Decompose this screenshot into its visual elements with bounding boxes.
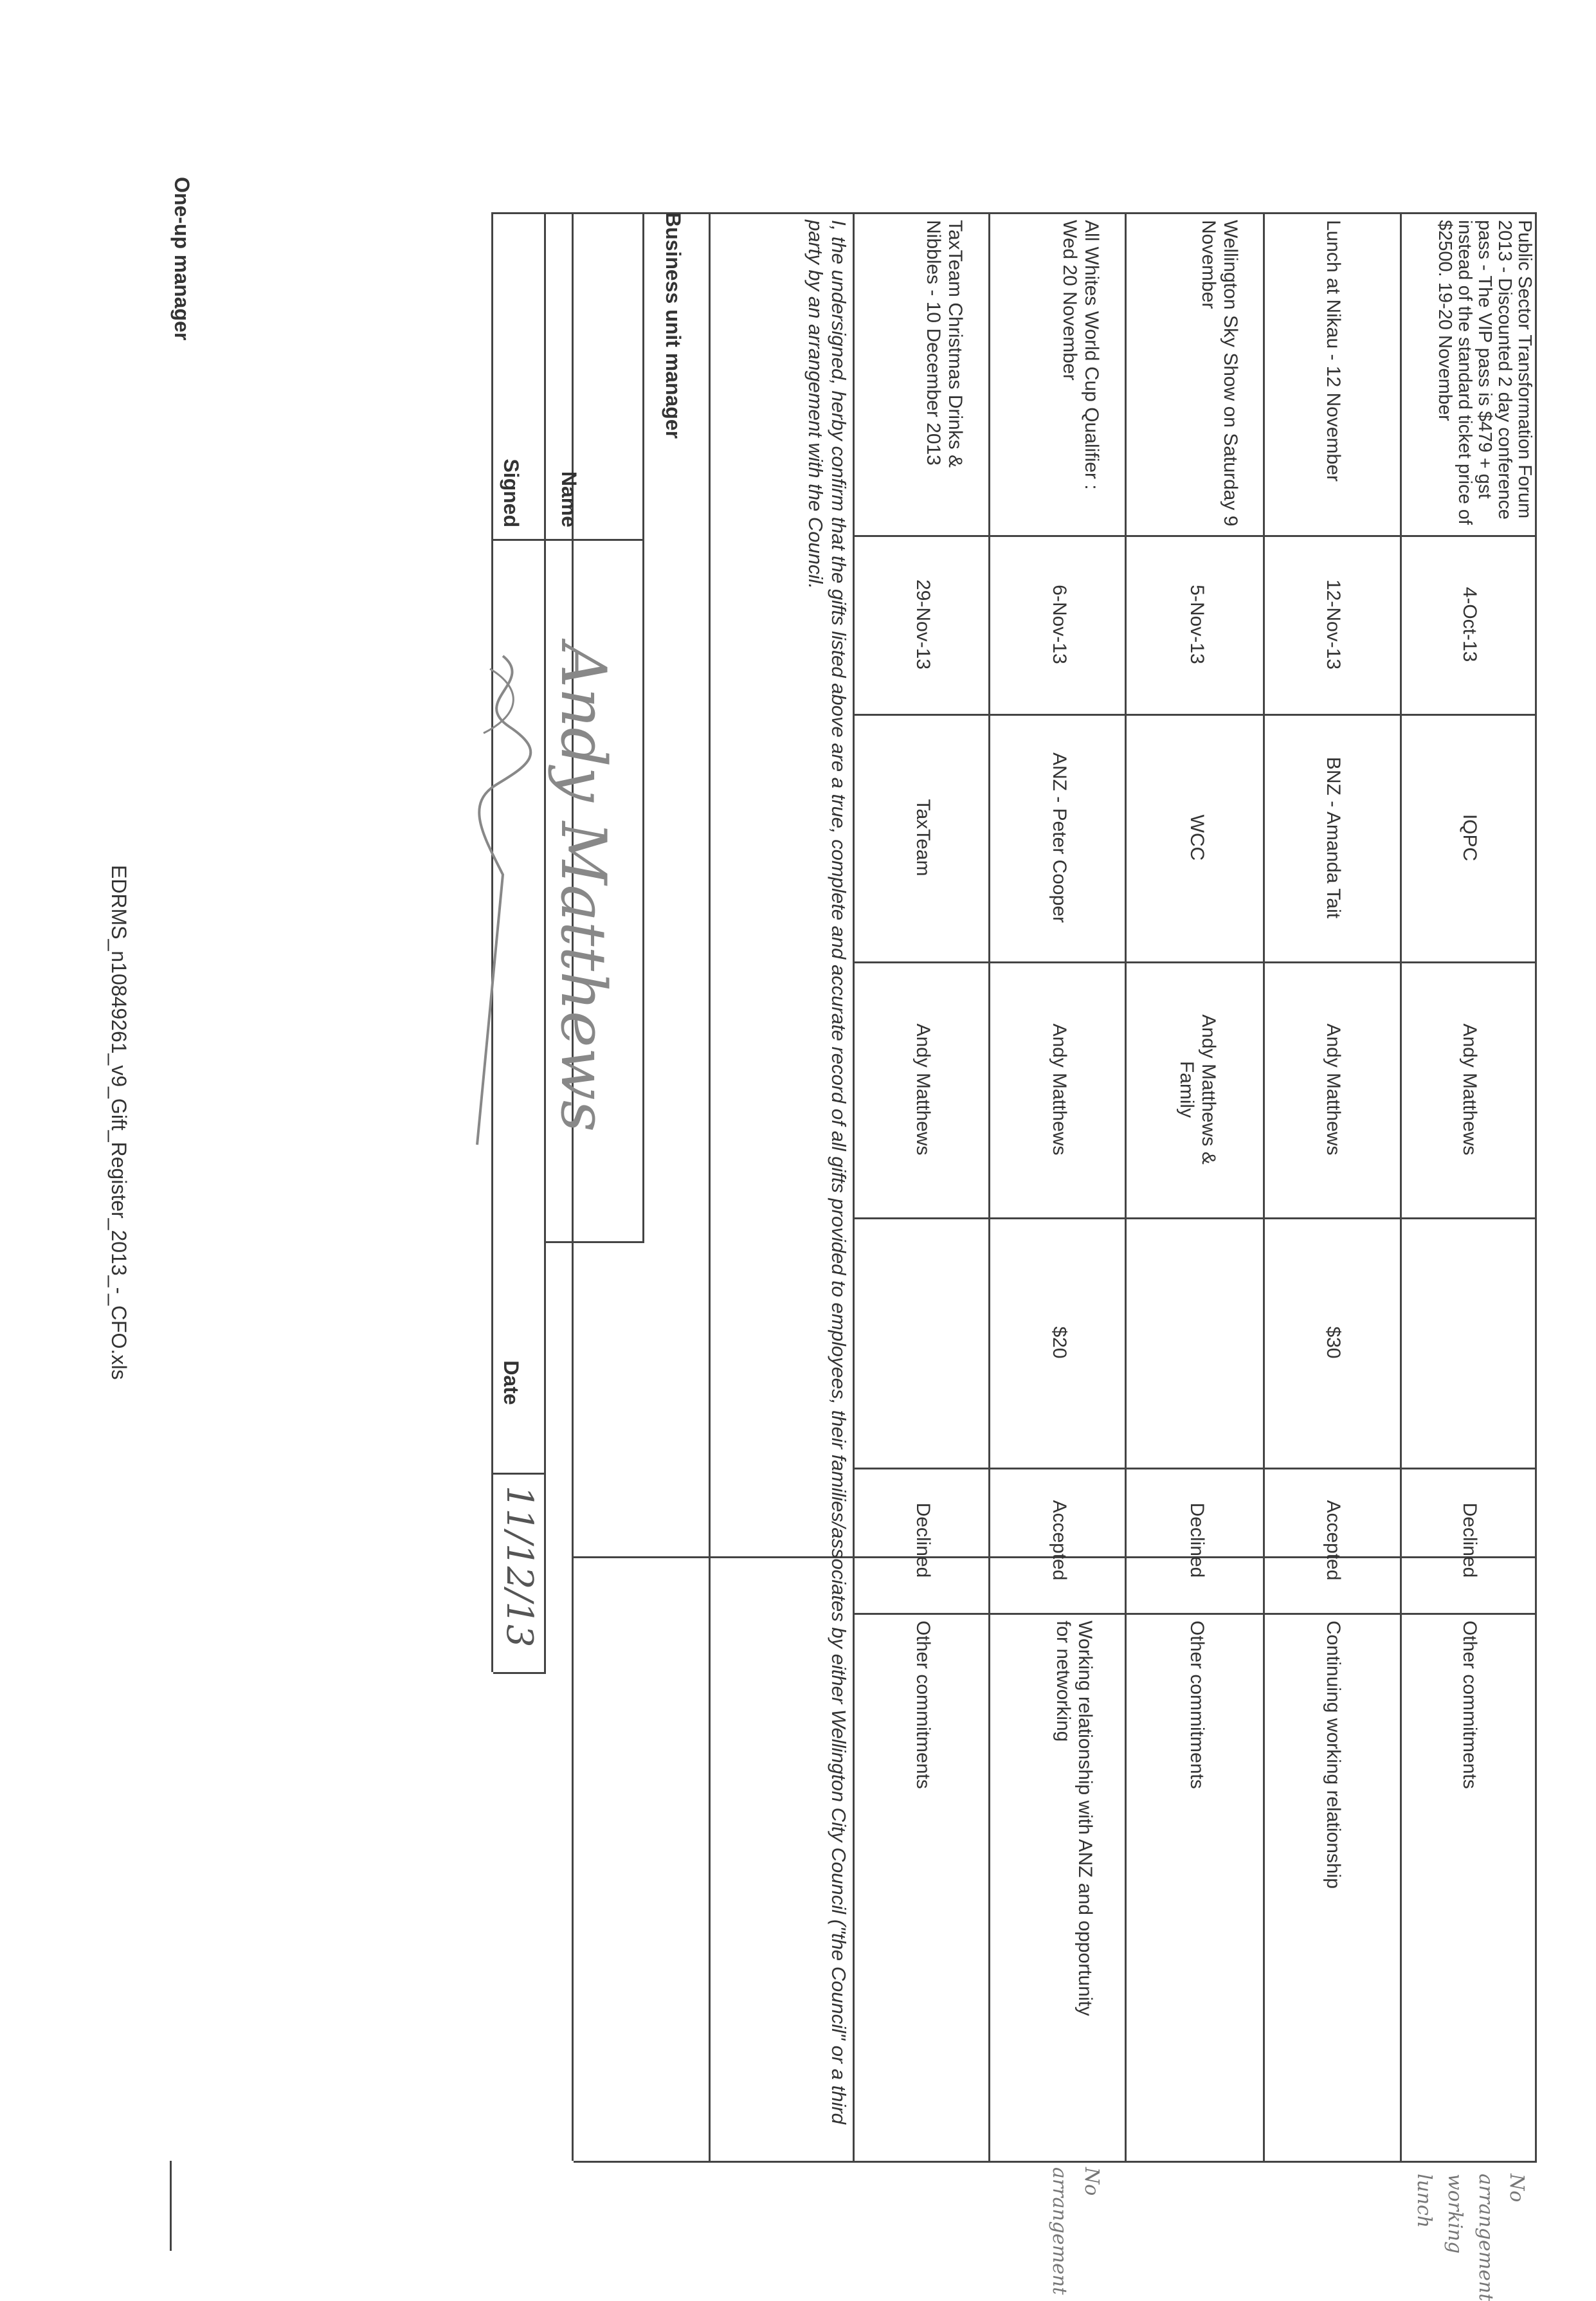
gift-status: Accepted bbox=[1323, 1500, 1344, 1581]
gift-recipient: Andy Matthews & Family bbox=[1176, 1014, 1219, 1165]
gift-description: All Whites World Cup Qualifier : Wed 20 November bbox=[1059, 220, 1102, 490]
table-line bbox=[855, 1613, 1537, 1615]
gift-date: 6-Nov-13 bbox=[1049, 585, 1070, 664]
gift-description: Wellington Sky Show on Saturday 9 November bbox=[1198, 220, 1241, 527]
gift-provider: TaxTeam bbox=[912, 799, 934, 877]
gift-recipient: Andy Matthews bbox=[1323, 1023, 1344, 1156]
gift-value: $20 bbox=[1049, 1326, 1070, 1359]
table-line bbox=[1535, 212, 1537, 1556]
gift-provider: WCC bbox=[1186, 814, 1208, 861]
gift-status: Declined bbox=[912, 1502, 934, 1578]
page-divider bbox=[170, 2161, 172, 2251]
footer-filename: EDRMS_n10849261_v9_Gift_Register_2013_-_CFO.xls bbox=[107, 865, 131, 1380]
table-line bbox=[1263, 212, 1265, 1556]
gift-date: 12-Nov-13 bbox=[1323, 579, 1344, 670]
table-line bbox=[574, 212, 1537, 214]
table-line bbox=[855, 1217, 1537, 1219]
table-line bbox=[709, 1556, 711, 2161]
gift-date: 5-Nov-13 bbox=[1186, 585, 1208, 664]
signoff-line bbox=[493, 539, 644, 541]
handwritten-name: Andy Matthews bbox=[547, 643, 619, 1132]
table-line bbox=[853, 1556, 855, 2161]
table-line bbox=[1125, 212, 1127, 1556]
gift-provider: ANZ - Peter Cooper bbox=[1049, 752, 1070, 923]
table-line bbox=[853, 212, 855, 1556]
gift-description: TaxTeam Christmas Drinks & Nibbles - 10 December 2013 bbox=[923, 220, 966, 468]
table-line bbox=[572, 1556, 574, 2161]
gift-reason: Continuing working relationship bbox=[1323, 1621, 1344, 1889]
gift-date: 4-Oct-13 bbox=[1459, 587, 1480, 662]
date-label: Date bbox=[500, 1360, 523, 1405]
table-line bbox=[1400, 212, 1402, 1556]
gift-recipient: Andy Matthews bbox=[1459, 1023, 1480, 1156]
handwritten-annotation: No arrangement working lunch bbox=[1413, 2174, 1528, 2301]
table-line bbox=[988, 1556, 990, 2161]
signoff-line bbox=[642, 212, 644, 1241]
table-line bbox=[1535, 1556, 1537, 2161]
gift-date: 29-Nov-13 bbox=[912, 579, 934, 670]
gift-reason: Other commitments bbox=[912, 1621, 934, 1789]
table-line bbox=[1400, 1556, 1402, 2161]
table-line bbox=[1125, 1556, 1127, 2161]
gift-reason: Other commitments bbox=[1186, 1621, 1208, 1789]
signoff-line bbox=[493, 1672, 546, 1674]
table-line bbox=[988, 212, 990, 1556]
signoff-line bbox=[546, 1241, 644, 1243]
gift-description: Lunch at Nikau - 12 November bbox=[1323, 220, 1344, 482]
table-line bbox=[1263, 1556, 1265, 2161]
declaration-text: I, the undersigned, herby confirm that the gifts listed above are a true, complete and accurate record of all gifts provided to employees, their families/associates by either Wellington City Council ("the Council" or a third party by an arrangement with the Council. bbox=[804, 220, 850, 2125]
table-line bbox=[709, 212, 711, 1556]
gift-description: Public Sector Transformation Forum 2013 - Discounted 2 day conference pass - The VIP pass is $479 + gst instead of the standard ticket price of $2500. 19-20 November bbox=[1435, 220, 1535, 525]
table-line bbox=[855, 961, 1537, 963]
business-unit-manager-label: Business unit manager bbox=[662, 212, 685, 439]
signature-scribble bbox=[464, 643, 541, 1158]
gift-recipient: Andy Matthews bbox=[912, 1023, 934, 1156]
gift-provider: BNZ - Amanda Tait bbox=[1323, 756, 1344, 919]
gift-value: $30 bbox=[1323, 1326, 1344, 1359]
name-label: Name bbox=[558, 471, 581, 527]
signed-label: Signed bbox=[500, 459, 523, 527]
signoff-line bbox=[493, 212, 644, 214]
gift-reason: Other commitments bbox=[1459, 1621, 1480, 1789]
gift-provider: IQPC bbox=[1459, 814, 1480, 862]
handwritten-annotation: No arrangement bbox=[1048, 2167, 1103, 2295]
gift-status: Accepted bbox=[1049, 1500, 1070, 1581]
gift-status: Declined bbox=[1459, 1502, 1480, 1578]
signoff-line bbox=[493, 1473, 546, 1475]
table-line bbox=[574, 2161, 1537, 2163]
handwritten-date: 11/12/13 bbox=[498, 1486, 540, 1648]
signoff-line bbox=[544, 212, 546, 1672]
gift-reason: Working relationship with ANZ and opportunity for networking bbox=[1053, 1621, 1096, 2016]
one-up-manager-label: One-up manager bbox=[170, 177, 194, 341]
gift-recipient: Andy Matthews bbox=[1049, 1023, 1070, 1156]
gift-status: Declined bbox=[1186, 1502, 1208, 1578]
